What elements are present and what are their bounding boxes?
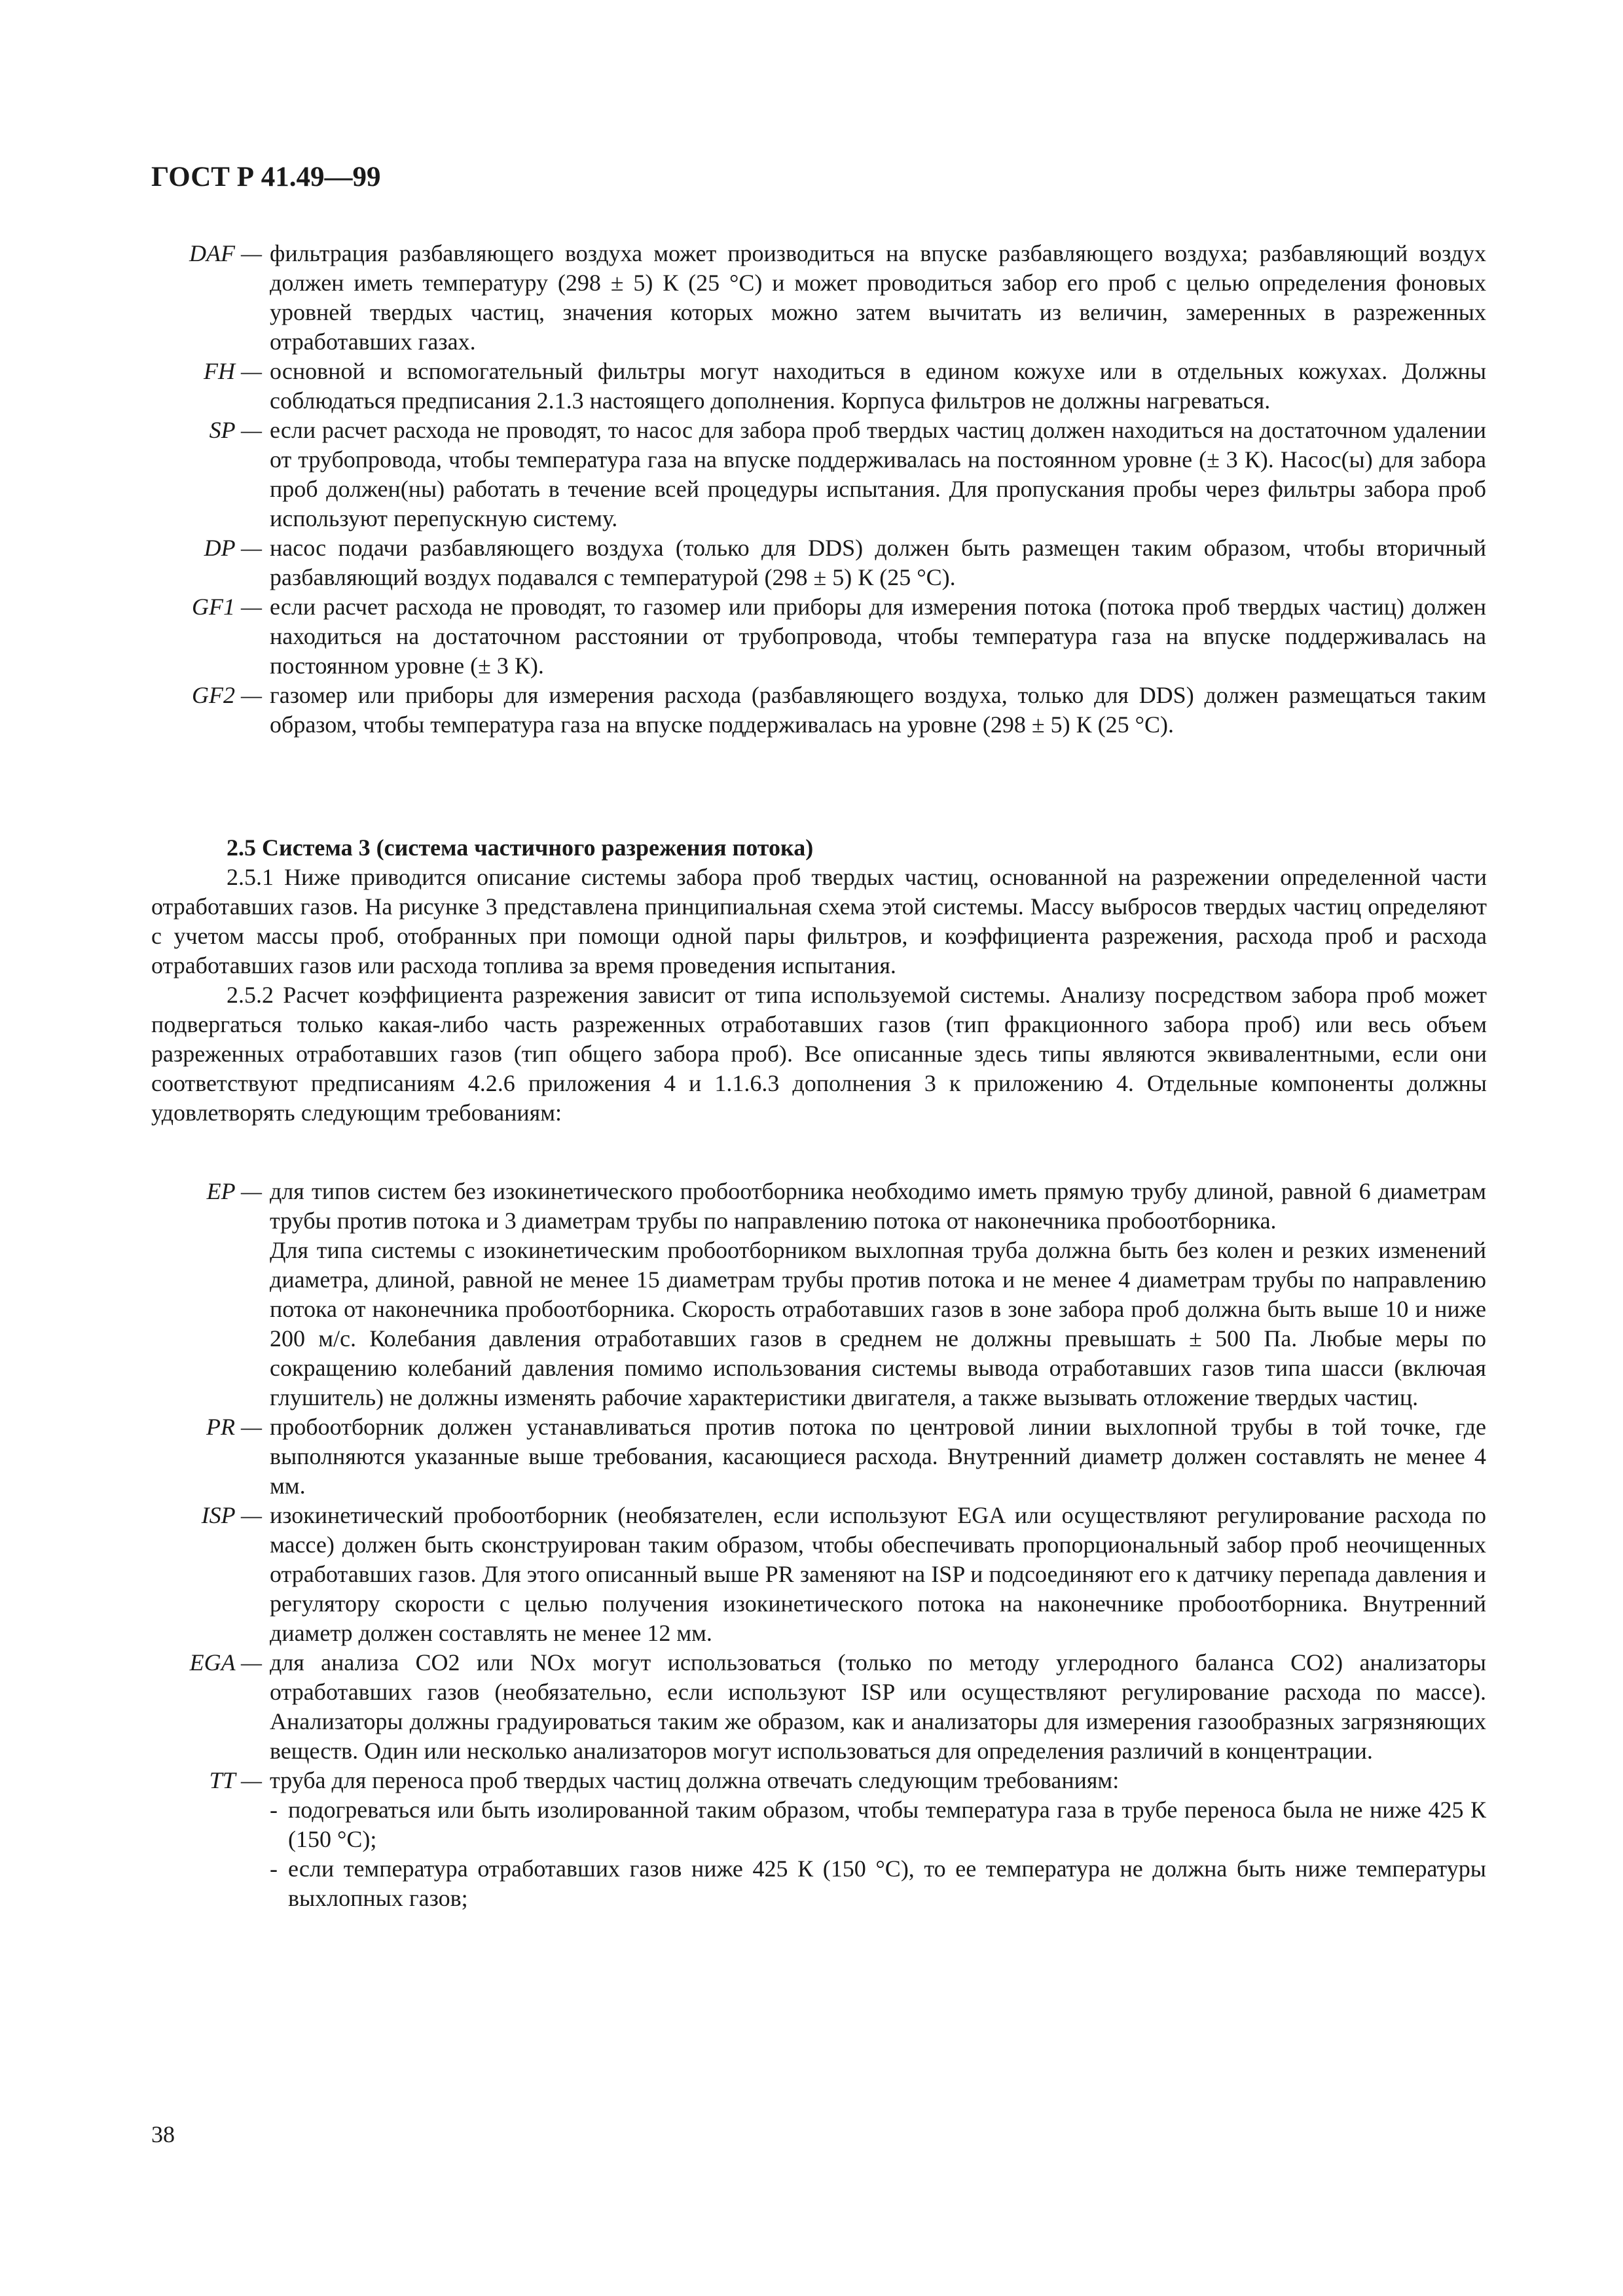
section-body [151,833,1487,1128]
definition-gf1 [111,592,1486,681]
definition-text: Для типа системы с изокинетическим пробоотборником выхлопная труба должна быть без колен и резких изменений диаметра, длиной, равной не менее 15 диаметрам трубы против потока и не менее 4 диаметрам трубы по направлению потока от наконечника пробоотборника. Скорость отработавших газов в зоне забора проб должна быть выше 10 и ниже 200 м/с. Колебания давления отработавших газов в среднем не должны превышать ± 500 Па. Любые меры по сокращению колебаний давления помимо использования системы вывода отработавших газов типа шасси (включая глушитель) не должны изменять рабочие характеристики двигателя, а также вызывать отложение твердых частиц. [270,1237,1486,1410]
definition-text: фильтрация разбавляющего воздуха может производиться на впуске разбавляющего воздуха; разбавляющий воздух должен иметь температуру (298 ± 5) К (25 °С) и может проводиться забор его проб с целью определения фоновых уровней твердых частиц, значения которых можно затем вычитать из величин, замеренных в разреженных отработавших газах. [270,240,1486,355]
definitions-bottom [111,1177,1486,1913]
term-tt: TT — [209,1767,262,1793]
definition-text: пробоотборник должен устанавливаться против потока по центровой линии выхлопной трубы в той точке, где выполняются указанные выше требования, касающиеся расхода. Внутренний диаметр должен составлять не менее 4 мм. [270,1414,1486,1499]
definition-text: если расчет расхода не проводят, то насос для забора проб твердых частиц должен находиться на достаточном удалении от трубопровода, чтобы температура газа на впуске поддерживалась на постоянном уровне (± 3 К). Насос(ы) для забора проб должен(ны) работать в течение всей процедуры испытания. Для пропускания пробы через фильтры забора проб используют перепускную систему. [270,417,1486,531]
paragraph-2-5-2: 2.5.2 Расчет коэффициента разрежения зависит от типа используемой системы. Анализу посредством забора проб может подвергаться только какая-либо часть разреженных отработавших газов (тип фракционного забора проб) или весь объем разреженных отработавших газов (тип общего забора проб). Все описанные здесь типы являются эквивалентными, если они соответствуют предписаниям 4.2.6 приложения 4 и 1.1.6.3 дополнения 3 к приложению 4. Отдельные компоненты должны удовлетворять следующим требованиям: [151,982,1487,1126]
term-pr: PR — [206,1414,262,1440]
definition-text: изокинетический пробоотборник (необязателен, если используют EGA или осуществляют регулирование расхода по массе) должен быть сконструирован таким образом, чтобы обеспечивать пропорциональный забор проб неочищенных отработавших газов. Для этого описанный выше PR заменяют на ISP и подсоединяют его к датчику перепада давления и регулятору скорости с целью получения изокинетического потока на наконечнике пробоотборника. Внутренний диаметр должен составлять не менее 12 мм. [270,1502,1486,1646]
definition-gf2 [111,681,1486,740]
definition-dp [111,533,1486,592]
term-dp: DP — [204,535,262,561]
definition-fh [111,357,1486,416]
definition-ep [111,1177,1486,1412]
term-daf: DAF — [189,240,262,266]
definition-daf [111,239,1486,357]
section-title: 2.5 Система 3 (система частичного разрежения потока) [227,834,814,861]
page-number: 38 [151,2121,175,2147]
term-sp: SP — [209,417,262,443]
term-ep: EP — [206,1178,262,1204]
definition-text: основной и вспомогательный фильтры могут находиться в едином кожухе или в отдельных кожухах. Должны соблюдаться предписания 2.1.3 настоящего дополнения. Корпуса фильтров не должны нагреваться. [270,358,1486,414]
definition-text: для типов систем без изокинетического пробоотборника необходимо иметь прямую трубу длиной, равной 6 диаметрам трубы против потока и 3 диаметрам трубы по направлению потока от наконечника пробоотборника. [270,1178,1486,1234]
list-item-text: подогреваться или быть изолированной таким образом, чтобы температура газа в трубе переноса была не ниже 425 К (150 °С); [288,1797,1486,1852]
definition-text: насос подачи разбавляющего воздуха (только для DDS) должен быть размещен таким образом, чтобы вторичный разбавляющий воздух подавался с температурой (298 ± 5) К (25 °С). [270,535,1486,590]
document-header: ГОСТ Р 41.49—99 [151,162,381,192]
definition-text: газомер или приборы для измерения расхода (разбавляющего воздуха, только для DDS) должен размещаться таким образом, чтобы температура газа на впуске поддерживалась на уровне (298 ± 5) К (25 °С). [270,682,1486,738]
definition-tt [111,1766,1486,1913]
term-fh: FH — [204,358,262,384]
term-gf2: GF2 — [192,682,262,708]
term-gf1: GF1 — [192,594,262,620]
definition-text: труба для переноса проб твердых частиц должна отвечать следующим требованиям: [270,1767,1120,1793]
definition-text: если расчет расхода не проводят, то газомер или приборы для измерения потока (потока проб твердых частиц) должен находиться на достаточном расстоянии от трубопровода, чтобы температура газа на впуске поддерживалась на постоянном уровне (± 3 К). [270,594,1486,679]
list-item: - подогреваться или быть изолированной таким образом, чтобы температура газа в трубе переноса была не ниже 425 К (150 °С); [270,1795,1486,1854]
definition-ega [111,1648,1486,1766]
list-item-text: если температура отработавших газов ниже 425 К (150 °С), то ее температура не должна быть ниже температуры выхлопных газов; [288,1856,1486,1911]
term-isp: ISP — [201,1502,262,1528]
definition-sp [111,416,1486,533]
definition-text: для анализа CO2 или NOx могут использоваться (только по методу углеродного баланса CO2) анализаторы отработавших газов (необязательно, если используют ISP или осуществляют регулирование расхода по массе). Анализаторы должны градуироваться таким же образом, как и анализаторы для измерения газообразных загрязняющих веществ. Один или несколько анализаторов могут использоваться для определения различий в концентрации. [270,1649,1486,1764]
definition-isp [111,1501,1486,1648]
term-ega: EGA — [189,1649,262,1676]
list-item: - если температура отработавших газов ниже 425 К (150 °С), то ее температура не должна быть ниже температуры выхлопных газов; [270,1854,1486,1913]
paragraph-2-5-1: 2.5.1 Ниже приводится описание системы забора проб твердых частиц, основанной на разрежении определенной части отработавших газов. На рисунке 3 представлена принципиальная схема этой системы. Массу выбросов твердых частиц определяют с учетом массы проб, отобранных при помощи одной пары фильтров, и коэффициента разрежения, расхода проб и расхода отработавших газов или расхода топлива за время проведения испытания. [151,864,1487,978]
definition-pr [111,1412,1486,1501]
definitions-top [111,239,1486,740]
